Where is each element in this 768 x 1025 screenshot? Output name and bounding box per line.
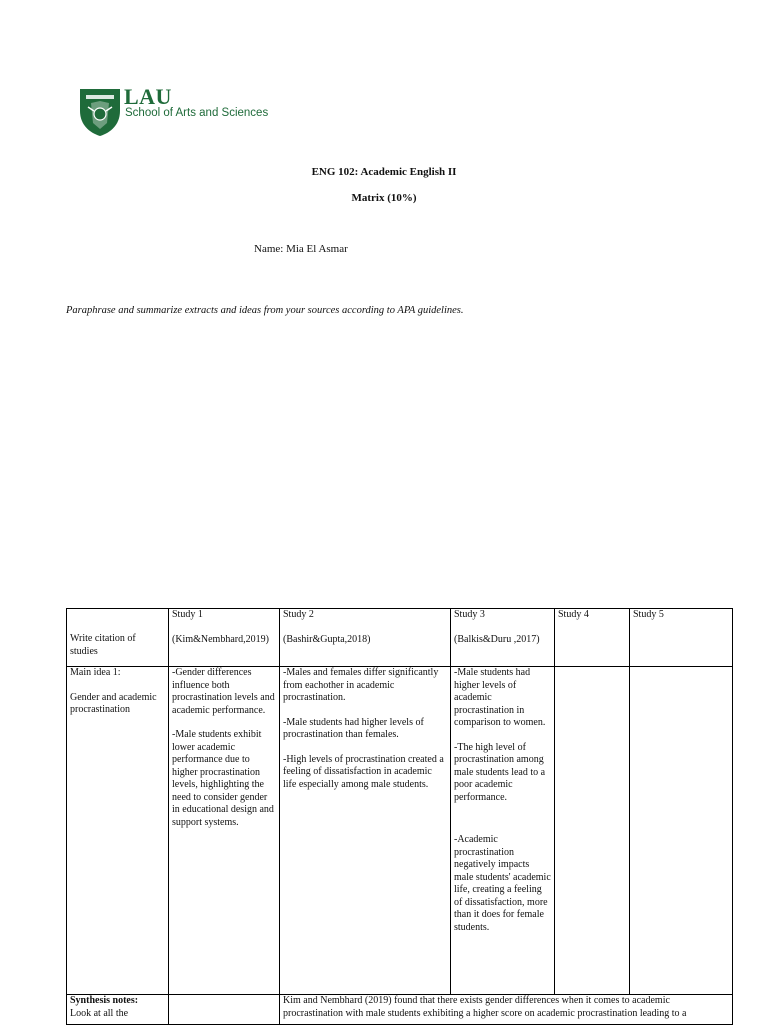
study3-note: -Academic procrastination negatively impacts male students' academic life, creating a feeling of dissatisfaction, more than it does for female students. [454,834,551,933]
lau-shield-icon [78,87,122,137]
study5-notes-cell [630,667,733,995]
synthesis-label-cell [67,995,169,1025]
study1-header-cell [169,609,280,667]
course-title: ENG 102: Academic English II [311,166,457,178]
instructions: Paraphrase and summarize extracts and ideas from your sources according to APA guidelines. [66,305,464,316]
main-idea-label: Main idea 1: [70,667,121,678]
school-logo [72,74,302,146]
study3-notes-cell [451,667,555,995]
study2-header-cell [280,609,451,667]
study5-header-cell [630,609,733,667]
study2-note: -High levels of procrastination created a feeling of dissatisfaction in academic life especially among male students. [283,753,444,790]
study1-notes-cell [169,667,280,995]
study3-title: Study 3 [454,609,485,620]
study1-title: Study 1 [172,609,203,620]
study1-citation: (Kim&Nembhard,2019) [172,633,269,645]
study2-note: -Males and females differ significantly from eachother in academic procrastination. [283,667,439,703]
study1-note: -Gender differences influence both procrastination levels and academic performance. [172,667,275,716]
study4-title: Study 4 [558,609,589,620]
study4-header-cell [555,609,630,667]
study1-note: -Male students exhibit lower academic performance due to higher procrastination levels, highlighting the need to consider gender in educational design and support systems. [172,729,274,828]
main-idea-topic: Gender and academic procrastination [70,691,157,715]
synthesis-label: Synthesis notes: [70,995,139,1006]
study3-citation: (Balkis&Duru ,2017) [454,633,540,645]
main-idea-label-cell [67,667,169,995]
student-name: Name: Mia El Asmar [254,243,348,255]
synthesis-text-cell [280,995,733,1025]
matrix-title: Matrix (10%) [351,192,417,204]
study2-note: -Male students had higher levels of procrastination than females. [283,716,424,740]
table-row-main-idea [67,667,733,995]
study3-note: -The high level of procrastination among male students lead to a poor academic performance. [454,741,546,803]
study2-title: Study 2 [283,609,314,620]
study5-title: Study 5 [633,609,664,620]
study2-citation: (Bashir&Gupta,2018) [283,633,371,645]
synthesis-empty-cell [169,995,280,1025]
matrix-table [66,608,733,1025]
citation-label: Write citation of studies [70,633,136,657]
synthesis-sublabel: Look at all the [70,1007,129,1019]
study2-notes-cell [280,667,451,995]
logo-lau-text: LAU [124,84,172,109]
study4-notes-cell [555,667,630,995]
study3-header-cell [451,609,555,667]
table-row-synthesis [67,995,733,1025]
study3-note: -Male students had higher levels of academic procrastination in comparison to women. [454,667,546,728]
table-row-citations [67,609,733,667]
logo-school-text: School of Arts and Sciences [125,107,269,119]
synthesis-text: Kim and Nembhard (2019) found that there exists gender differences when it comes to academic procrastination with male students exhibiting a higher score on academic procrastination leading to a [283,995,687,1019]
citation-label-cell [67,609,169,667]
